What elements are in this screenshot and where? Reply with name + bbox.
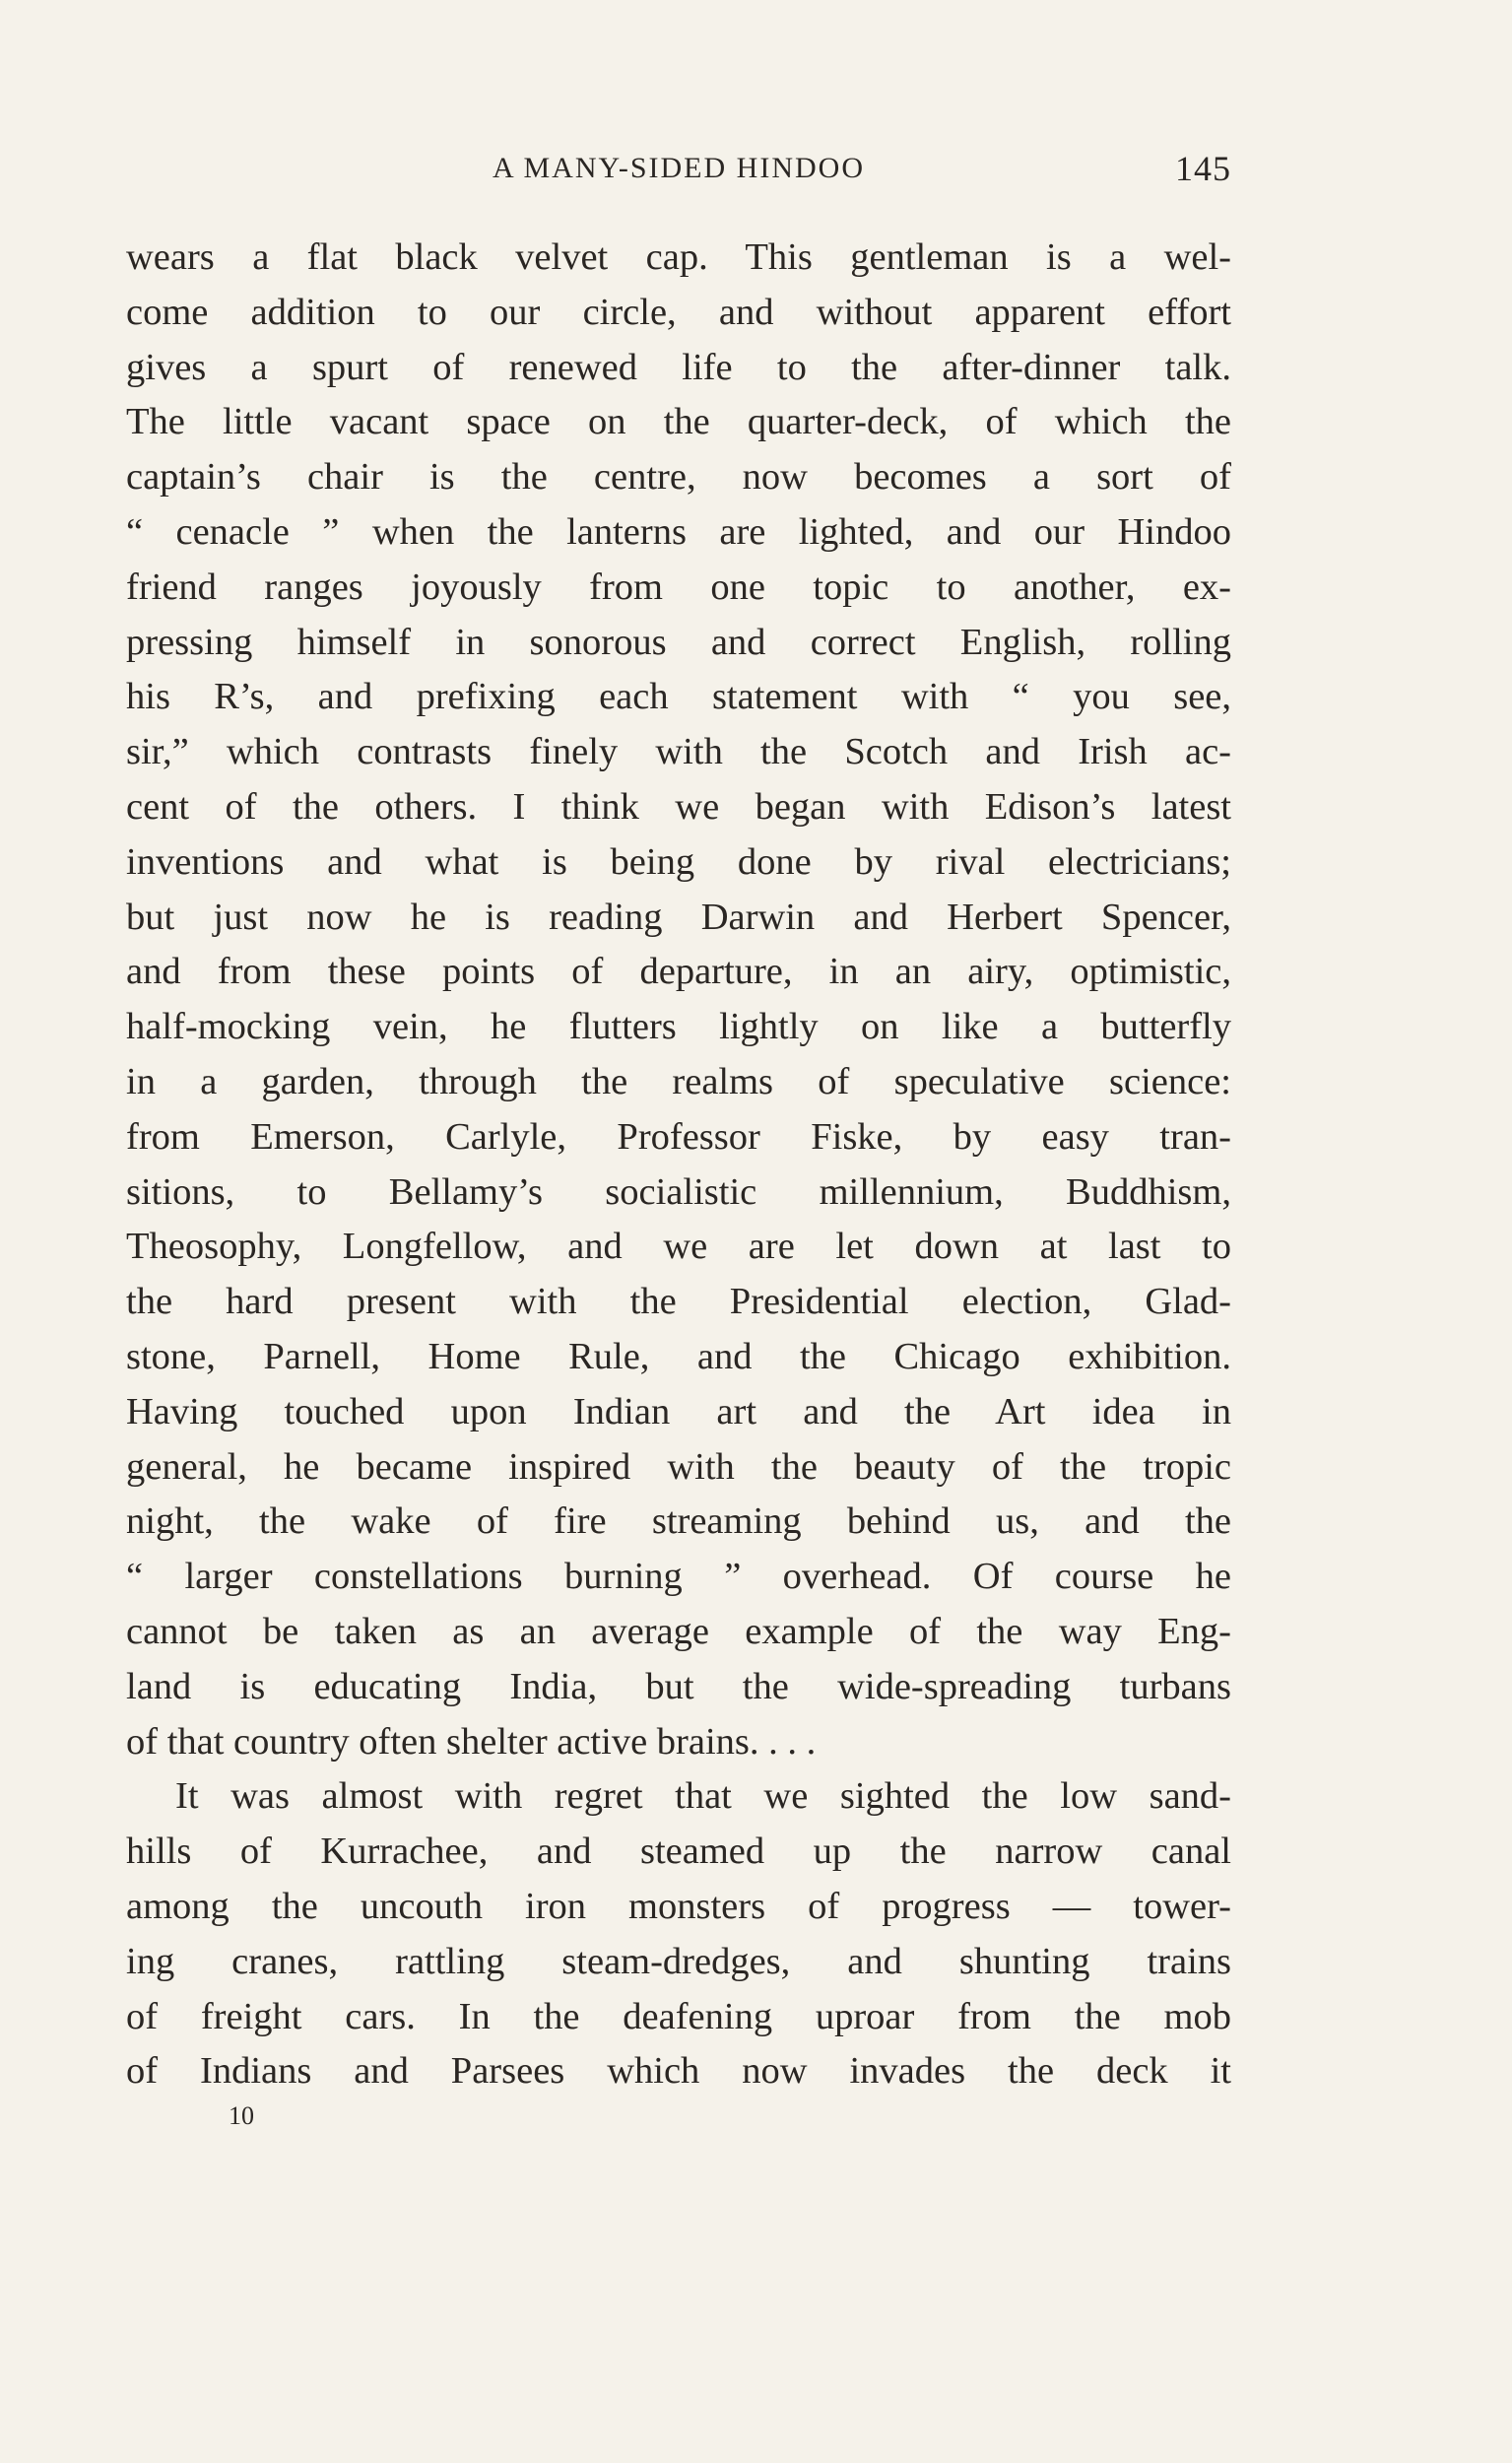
text-line: land is educating India, but the wide-spreading turbans bbox=[126, 1665, 1231, 1707]
body-text bbox=[126, 231, 1231, 2099]
running-head bbox=[126, 148, 1231, 197]
text-line: sir,” which contrasts finely with the Scotch and Irish ac- bbox=[126, 731, 1231, 773]
running-title: A MANY-SIDED HINDOO bbox=[493, 152, 865, 184]
text-line: cannot be taken as an average example of the way Eng- bbox=[126, 1610, 1231, 1652]
text-line: “ larger constellations burning ” overhead. Of course he bbox=[126, 1556, 1231, 1598]
text-line: “ cenacle ” when the lanterns are lighted, and our Hindoo bbox=[126, 510, 1231, 553]
text-line: Theosophy, Longfellow, and we are let down at last to bbox=[126, 1226, 1231, 1268]
text-line: cent of the others. I think we began with Edison’s latest bbox=[126, 785, 1231, 828]
text-line: Having touched upon Indian art and the Art idea in bbox=[126, 1390, 1231, 1432]
text-line: night, the wake of fire streaming behind us, and the bbox=[126, 1500, 1231, 1543]
text-line: It was almost with regret that we sighted the low sand- bbox=[175, 1775, 1231, 1818]
text-line: in a garden, through the realms of speculative science: bbox=[126, 1060, 1231, 1102]
text-line: of freight cars. In the deafening uproar from the mob bbox=[126, 1995, 1231, 2037]
text-line: his R’s, and prefixing each statement with “ you see, bbox=[126, 676, 1231, 718]
text-line: from Emerson, Carlyle, Professor Fiske, by easy tran- bbox=[126, 1115, 1231, 1158]
text-line: of Indians and Parsees which now invades the deck it bbox=[126, 2050, 1231, 2093]
text-line: wears a flat black velvet cap. This gentleman is a wel- bbox=[126, 236, 1231, 278]
text-line: general, he became inspired with the beauty of the tropic bbox=[126, 1445, 1231, 1488]
text-line: captain’s chair is the centre, now becomes a sort of bbox=[126, 456, 1231, 499]
text-line: ing cranes, rattling steam-dredges, and shunting trains bbox=[126, 1940, 1231, 1982]
text-line: but just now he is reading Darwin and Herbert Spencer, bbox=[126, 896, 1231, 938]
text-line: friend ranges joyously from one topic to another, ex- bbox=[126, 566, 1231, 608]
text-line: and from these points of departure, in an airy, optimistic, bbox=[126, 951, 1231, 993]
text-line: gives a spurt of renewed life to the after-dinner talk. bbox=[126, 346, 1231, 388]
text-line: of that country often shelter active brains. . . . bbox=[126, 1720, 817, 1763]
text-line: hills of Kurrachee, and steamed up the narrow canal bbox=[126, 1831, 1231, 1873]
text-line: inventions and what is being done by rival electricians; bbox=[126, 840, 1231, 883]
text-line: stone, Parnell, Home Rule, and the Chicago exhibition. bbox=[126, 1335, 1231, 1377]
text-line: half-mocking vein, he flutters lightly on like a butterfly bbox=[126, 1006, 1231, 1048]
text-line: sitions, to Bellamy’s socialistic millennium, Buddhism, bbox=[126, 1170, 1231, 1213]
text-line: pressing himself in sonorous and correct English, rolling bbox=[126, 621, 1231, 663]
signature-mark: 10 bbox=[229, 2101, 254, 2130]
text-line: The little vacant space on the quarter-deck, of which the bbox=[126, 401, 1231, 443]
text-line: among the uncouth iron monsters of progress — tower- bbox=[126, 1885, 1231, 1927]
text-line: come addition to our circle, and without apparent effort bbox=[126, 291, 1231, 333]
text-line: the hard present with the Presidential election, Glad- bbox=[126, 1281, 1231, 1323]
page-number: 145 bbox=[1175, 149, 1231, 188]
